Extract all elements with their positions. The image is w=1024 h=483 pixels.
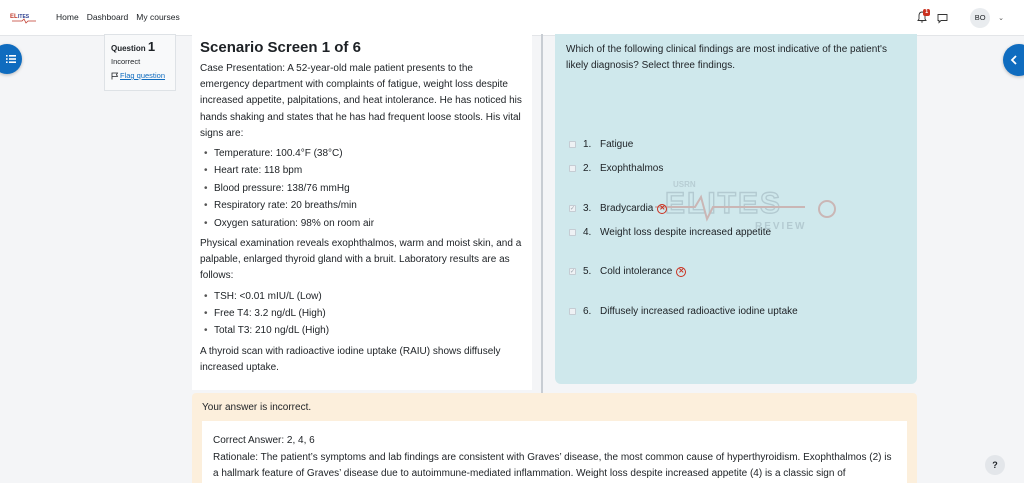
list-icon [6,55,16,63]
option-number: 6. [583,306,592,317]
nav-my-courses-link[interactable]: My courses [136,12,180,22]
nav-home-link[interactable]: Home [56,12,79,22]
svg-text:ELITES: ELITES [665,187,783,220]
feedback-panel [192,393,917,483]
option-checkbox[interactable] [569,308,576,315]
question-number: Question 1 [111,39,156,54]
vital-sign-item: • Heart rate: 118 bpm [204,162,524,179]
answer-option-2[interactable] [569,163,663,174]
option-label: Cold intolerance [600,266,673,277]
physical-exam-text: Physical examination reveals exophthalmos, warm and moist skin, and a palpable, enlarged thyroid gland with a bruit. Laboratory results are as follows: [200,238,522,282]
lab-result-item: • Total T3: 210 ng/dL (High) [204,322,524,339]
chevron-down-icon[interactable]: ⌄ [998,15,1004,22]
lab-result-item: • Free T4: 3.2 ng/dL (High) [204,305,524,322]
svg-text:USRN: USRN [673,180,696,189]
incorrect-icon: ✕ [657,204,667,214]
flag-icon [111,72,119,80]
answer-option-6[interactable] [569,306,798,317]
option-label: Exophthalmos [600,163,664,174]
course-index-toggle-button[interactable] [0,44,22,74]
option-number: 3. [583,203,592,214]
case-presentation-text: Case Presentation: A 52-year-old male patient presents to the emergency department with complaints of fatigue, weight loss despite increased appetite, palpitations, and heat intolerance. He has noticed his hands shaking and states that he has had frequent loose stools. His vital signs are: [200,63,522,139]
general-feedback-box [202,421,907,483]
answer-option-5[interactable] [569,266,686,277]
option-label: Diffusely increased radioactive iodine uptake [600,306,798,317]
rationale-text: Rationale: The patient’s symptoms and lab findings are consistent with Graves’ disease, the most common cause of hyperthyroidism. Exophthalmos (2) is a hallmark feature of Graves’ disease due to autoimmune-mediated inflammation. Weight loss despite increased appetite (4) is a classic sign of [213,451,892,479]
elites-review-logo[interactable] [10,10,38,24]
svg-text:ITES: ITES [18,14,30,20]
lab-results-list [204,288,524,340]
answer-status-text: Your answer is incorrect. [202,402,312,413]
option-number: 1. [583,139,592,150]
answer-option-1[interactable] [569,139,633,150]
option-checkbox-checked[interactable]: ✓ [570,206,576,212]
help-button[interactable]: ? [985,455,1005,475]
question-info-box [104,34,176,91]
flag-question-label[interactable]: Flag question [120,71,166,80]
option-checkbox[interactable] [569,165,576,172]
option-number: 2. [583,163,592,174]
option-number: 5. [583,266,592,277]
scenario-title: Scenario Screen 1 of 6 [200,39,361,56]
answer-option-4[interactable] [569,227,771,238]
option-label: Weight loss despite increased appetite [600,227,772,238]
vital-signs-list [204,145,524,232]
notification-count-badge: 1 [925,9,929,15]
vital-sign-item: • Temperature: 100.4°F (38°C) [204,145,524,162]
incorrect-icon: ✕ [676,267,686,277]
vital-sign-item: • Respiratory rate: 20 breaths/min [204,197,524,214]
svg-text:EL: EL [10,14,18,20]
option-checkbox[interactable] [569,141,576,148]
question-state: Incorrect [111,57,141,66]
lab-result-item: • TSH: <0.01 mIU/L (Low) [204,288,524,305]
answer-option-3[interactable] [569,203,667,214]
thyroid-scan-text: A thyroid scan with radioactive iodine uptake (RAIU) shows diffusely increased uptake. [200,345,501,374]
nav-dashboard-link[interactable]: Dashboard [86,12,129,22]
panel-divider[interactable] [541,34,543,394]
option-checkbox[interactable] [569,229,576,236]
correct-answer-text: Correct Answer: 2, 4, 6 [213,435,315,446]
chevron-left-icon [1010,55,1018,65]
question-text: Which of the following clinical findings are most indicative of the patient's likely diagnosis? Select three findings. [566,44,887,72]
top-navbar [0,0,1024,36]
option-label: Bradycardia [600,203,654,214]
messages-icon[interactable] [937,13,948,24]
notifications-button[interactable] [917,11,929,25]
vital-sign-item: • Oxygen saturation: 98% on room air [204,215,524,232]
svg-text:REVIEW: REVIEW [755,221,807,232]
option-number: 4. [583,227,592,238]
flag-question-link[interactable] [111,71,169,80]
option-checkbox-checked[interactable]: ✓ [570,269,576,275]
vital-sign-item: • Blood pressure: 138/76 mmHg [204,180,524,197]
block-drawer-toggle-button[interactable] [1003,44,1024,76]
question-panel [555,34,917,384]
scenario-panel [192,34,532,390]
option-label: Fatigue [600,139,634,150]
user-avatar[interactable]: BO [970,8,990,28]
